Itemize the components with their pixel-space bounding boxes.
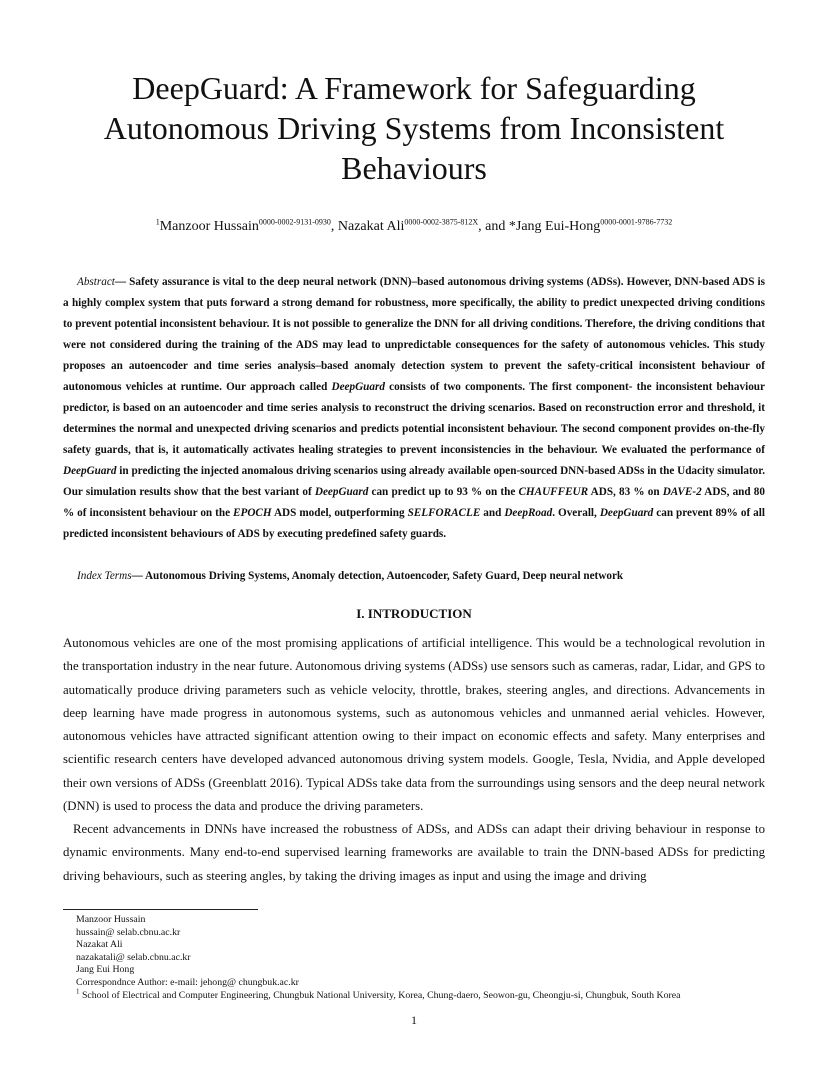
abstract-text: ADS model, outperforming [271,507,408,519]
method-name: DeepGuard [63,465,117,477]
footnotes [76,914,766,1002]
footnote-line [76,927,766,940]
footnote-line [76,987,766,1003]
footnote-line [76,977,766,990]
method-name: DeepGuard [599,507,654,519]
orcid-id: 0000-0002-9131-0930 [258,217,331,227]
abstract [63,272,765,545]
footnote-text: hussain@ selab.cbnu.ac.kr [76,926,181,938]
abstract-text: Safety assurance is vital to the deep neural network (DNN)–based autonomous driving systems (ADSs). However, DNN-based ADS is a highly complex system that puts forward a strong demand for robustness, more specifically, the ability to predict unexpected driving conditions to prevent potential inconsistent behaviour. It is not possible to generalize the DNN for all driving conditions. Therefore, the driving conditions that were not considered during the training of the ADS may lead to unpredictable consequences for the safety of autonomous vehicles. This study proposes an autoencoder and time series analysis–based anomaly detection system to prevent the safety-critical inconsistent behaviour of autonomous vehicles at runtime. Our approach called [63,276,765,393]
footnote-line [76,914,766,927]
footnote-text: School of Electrical and Computer Engineering, Chungbuk National University, Korea, Chung-daero, Seowon-gu, Cheongju-si, Chungbuk, South Korea [79,989,681,1001]
footnote-text: Correspondnce Author: e-mail: jehong@ chungbuk.ac.kr [76,976,299,988]
author-list [60,218,768,236]
abstract-text: consists of two components. The first component- the inconsistent behaviour predictor, is based on an autoencoder and time series analysis to reconstruct the driving scenarios. Based on reconstruction error and threshold, it determines the normal and unexpected driving scenarios and predicts potential inconsistent behaviour. The second component provides on-the-fly safety guards, that is, it automatically activates healing strategies to prevent inconsistencies in the behaviour. We evaluated the performance of [63,381,765,456]
baseline-name: SELFORACLE [407,507,481,519]
abstract-text: ADS, and 80 % of inconsistent behaviour on the [63,486,765,519]
abstract-text: and [480,507,505,519]
model-name: CHAUFFEUR [518,486,589,498]
orcid-id: 0000-0001-9786-7732 [600,217,673,227]
author-2 [338,219,509,234]
abstract-text: in predicting the injected anomalous driving scenarios using already available open-sourced DNN-based ADSs in the Udacity simulator. Our simulation results show that the best variant of [63,465,765,498]
model-name: EPOCH [233,507,272,519]
orcid-id: 0000-0002-3875-812X [404,217,479,227]
method-name: DeepGuard [331,381,385,393]
author-separator: , [330,219,338,234]
author-name: Manzoor Hussain [159,219,259,234]
author-3 [509,219,672,234]
author-separator: , and [478,219,509,234]
index-terms-label: Index Terms [77,570,132,582]
section-heading-introduction: I. INTRODUCTION [356,606,472,621]
paper-title: DeepGuard: A Framework for Safeguarding Autonomous Driving Systems from Inconsistent Behaviours [103,70,725,186]
model-name: DAVE-2 [662,486,702,498]
footnote-text: nazakatali@ selab.cbnu.ac.kr [76,951,191,963]
abstract-text: can prevent 89% of all predicted inconsistent behaviours of ADS by executing predefined safety guards. [63,507,765,540]
author-name: Nazakat Ali [337,219,405,234]
footnote-line [76,939,766,952]
method-name: DeepGuard [314,486,369,498]
footnote-divider [63,909,258,910]
abstract-text: can predict up to 93 % on the [368,486,519,498]
intro-paragraph-2: Recent advancements in DNNs have increased the robustness of ADSs, and ADSs can adapt their driving behaviour in response to dynamic environments. Many end-to-end supervised learning frameworks are available to train the DNN-based ADSs for predicting driving behaviours, such as steering angles, by taking the driving images as input and using the image and driving [63,822,765,883]
index-terms [63,566,765,586]
abstract-text: ADS, 83 % on [588,486,663,498]
baseline-name: DeepRoad [504,507,553,519]
author-name: *Jang Eui-Hong [508,219,601,234]
intro-paragraph-1: Autonomous vehicles are one of the most promising applications of artificial intelligence. This would be a technological revolution in the transportation industry in the near future. Autonomous driving systems (ADSs) use sensors such as cameras, radar, Lidar, and GPS to automatically produce driving parameters such as vehicle velocity, throttle, brakes, steering angles, and directions. Advancements in deep learning have made progress in autonomous systems, such as autonomous vehicles and unmanned aerial vehicles. However, autonomous vehicles have attracted significant attention owing to their impact on economic effects and safety. Many enterprises and scientific research centers have developed advanced autonomous driving system models. Google, Tesla, Nvidia, and Apple developed their own versions of ADSs (Greenblatt 2016). Typical ADSs take data from the surroundings using sensors and the deep neural network (DNN) is used to process the data and produce the driving parameters. [63,636,765,814]
abstract-label: Abstract [77,276,115,288]
footnote-text: Nazakat Ali [76,939,123,951]
affiliation-mark: 1 [155,217,160,227]
footnote-line [76,952,766,965]
abstract-dash: — [114,276,130,288]
page-number: 1 [411,1013,417,1027]
footnote-text: Jang Eui Hong [76,964,135,976]
author-1 [156,219,338,234]
abstract-text: . Overall, [552,507,600,519]
index-terms-dash: — [131,570,145,582]
footnote-mark: 1 [76,987,80,996]
footnote-line [76,964,766,977]
footnote-text: Manzoor Hussain [76,914,146,925]
index-terms-text: Autonomous Driving Systems, Anomaly detection, Autoencoder, Safety Guard, Deep neural network [144,570,624,582]
